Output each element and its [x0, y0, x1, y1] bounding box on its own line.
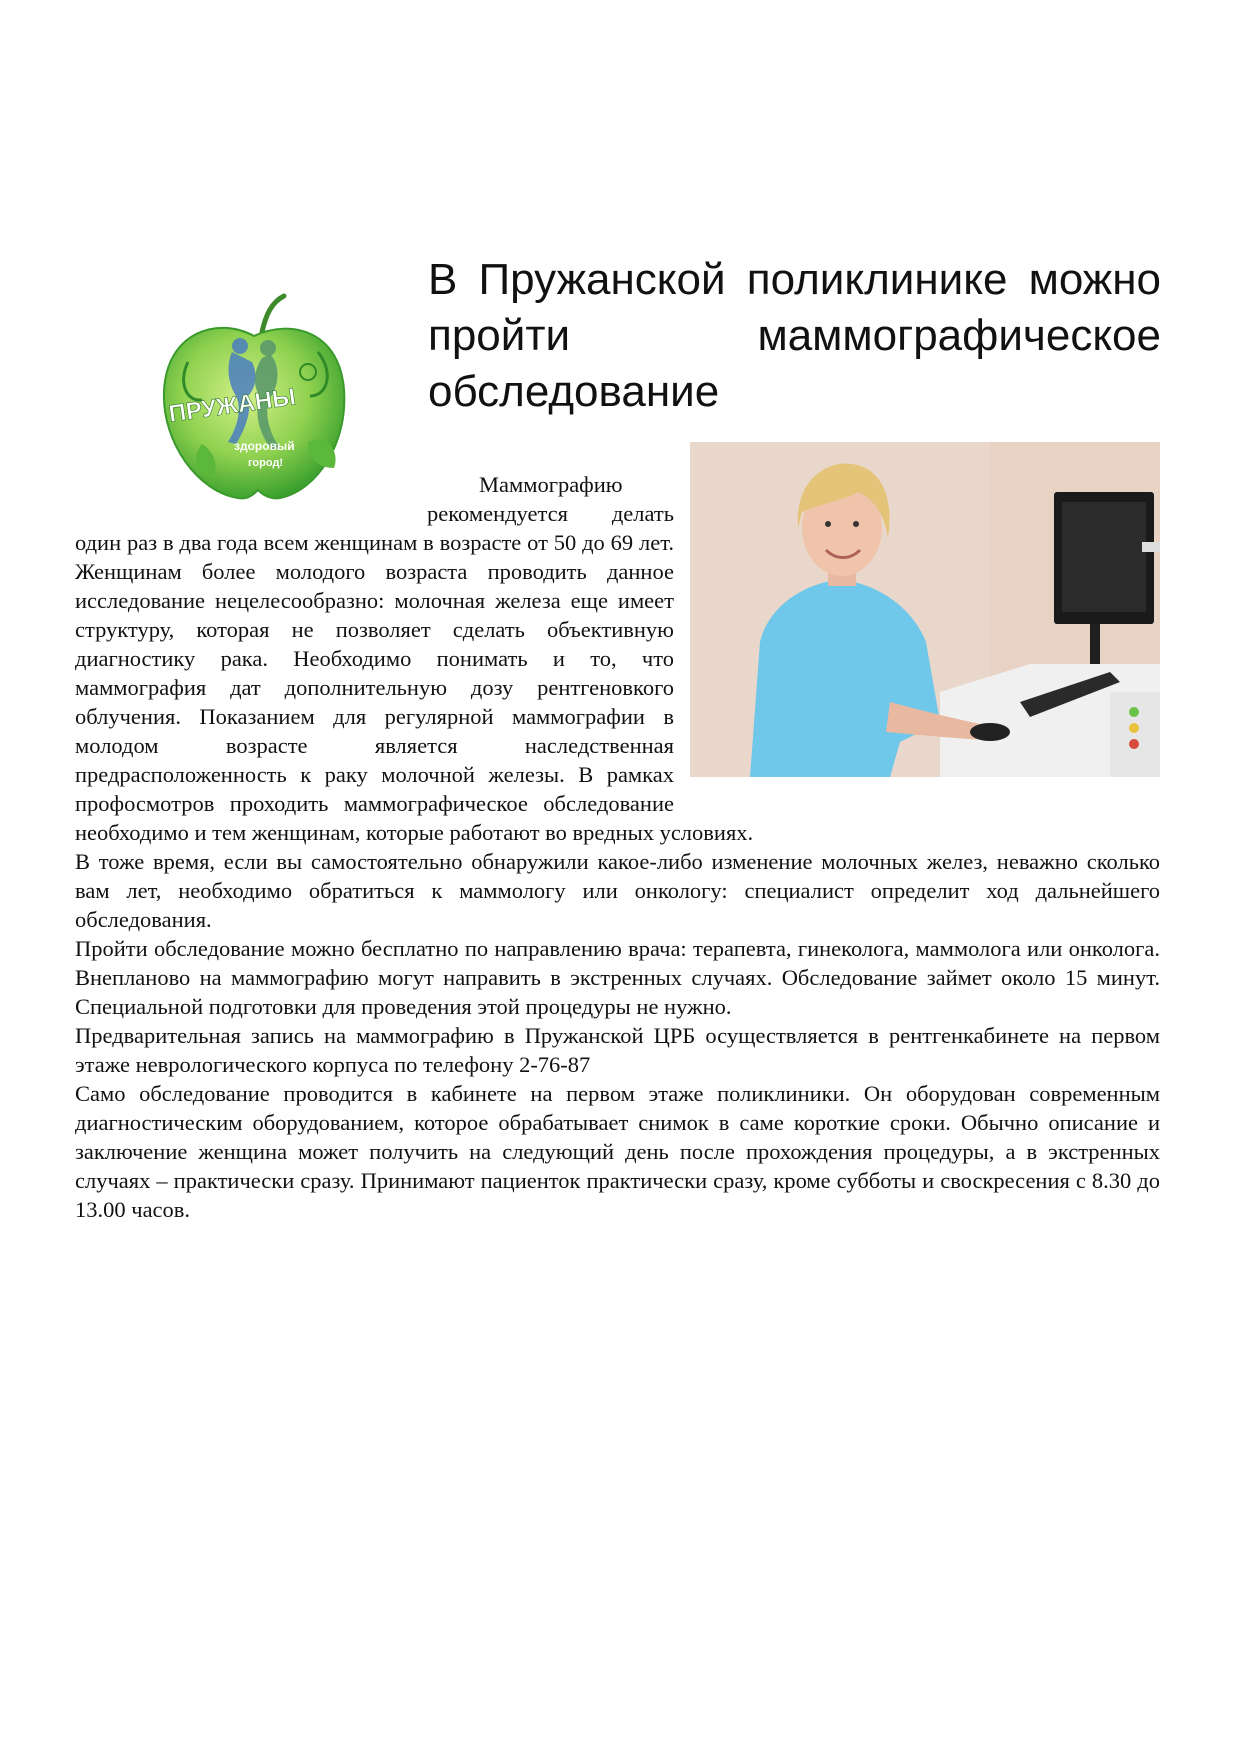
- article-paragraph-4: Предварительная запись на маммографию в Пружанской ЦРБ осуществляется в рентгенкабинете на первом этаже неврологического корпуса по телефону 2-76-87: [75, 1023, 1160, 1077]
- article-paragraph-2: В тоже время, если вы самостоятельно обнаружили какое-либо изменение молочных желез, неважно сколько вам лет, необходимо обратиться к маммологу или онкологу: специалист определит ход дальнейшего обследования.: [75, 849, 1160, 932]
- logo-slogan-line2: город!: [248, 457, 284, 469]
- photo-text-gap: [674, 470, 1160, 790]
- article-paragraph-intro: Маммографию рекомендуется делать один раз в два года всем женщинам в возрасте от 50 до 69 лет. Женщинам более молодого возраста проводить данное исследование нецелесообразно: молочная железа еще имеет структуру, которая не позволяет сделать объективную диагностику рака. Необходимо понимать и то, что маммография дат дополнительную дозу рентгеновкого облучения. Показанием для регулярной маммографии в молодом возрасте является наследственная предрасположенность к раку молочной железы. В рамках профосмотров проходить маммографическое обследование необходимо и тем женщинам, которые работают во вредных условиях.: [75, 472, 754, 845]
- article-headline: В Пружанской поликлинике можно пройти маммографическое обследование: [428, 255, 1161, 416]
- article-paragraph-3: Пройти обследование можно бесплатно по направлению врача: терапевта, гинеколога, маммолога или онколога. Внепланово на маммографию могут направить в экстренных случаях. Обследование займет около 15 минут. Специальной подготовки для проведения этой процедуры не нужно.: [75, 936, 1160, 1019]
- logo-city-name: ПРУЖАНЫ: [167, 383, 298, 428]
- logo-text-gap: [75, 470, 427, 528]
- article-body: [75, 470, 1160, 1224]
- article-paragraph-5: Само обследование проводится в кабинете на первом этаже поликлиники. Он оборудован современным диагностическим оборудованием, которое обрабатывает снимок в саме короткие сроки. Обычно описание и заключение женщина может получить на следующий день после прохождения процедуры, а в экстренных случаях – практически сразу. Принимают пациенток практически сразу, кроме субботы и своскресения с 8.30 до 13.00 часов.: [75, 1081, 1160, 1222]
- logo-slogan-line1: здоровый: [234, 439, 295, 453]
